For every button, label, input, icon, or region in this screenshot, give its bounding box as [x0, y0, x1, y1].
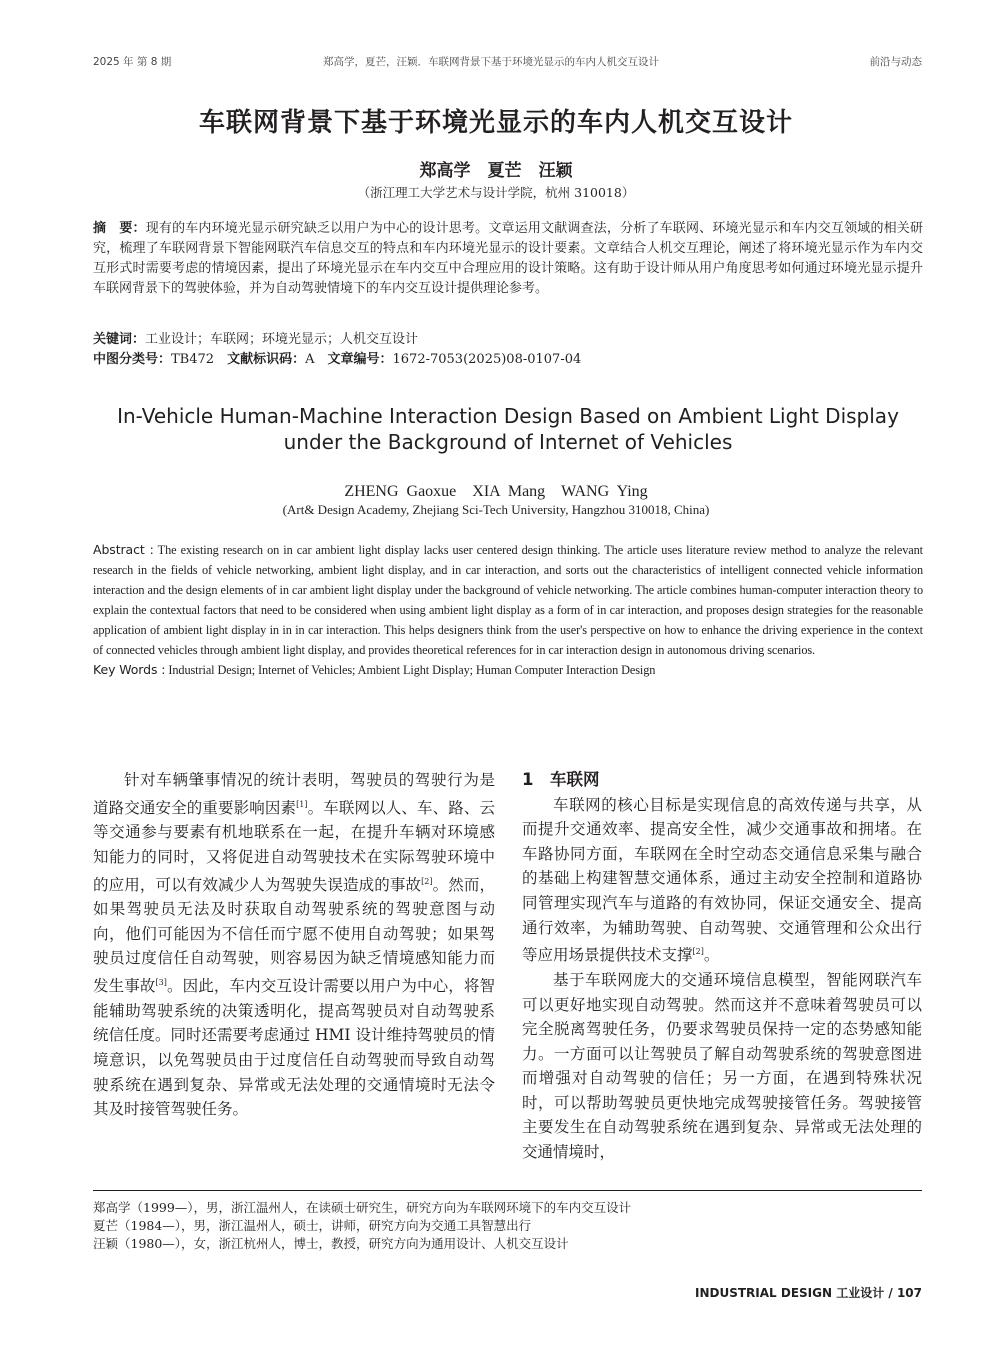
article-no-label: 文章编号： — [327, 352, 393, 367]
page-footer: INDUSTRIAL DESIGN 工业设计 / 107 — [695, 1286, 922, 1300]
body-paragraph — [522, 793, 922, 968]
paper-title-en: In-Vehicle Human-Machine Interaction Design Based on Ambient Light Display under the Background of Internet of Vehicles — [117, 404, 899, 454]
paper-title: 车联网背景下基于环境光显示的车内人机交互设计 — [198, 108, 793, 138]
footnote: 郑高学（1999—），男，浙江温州人，在读硕士研究生，研究方向为车联网环境下的车内交互设计 — [93, 1200, 632, 1215]
citation-ref: [1] — [296, 799, 308, 809]
body-column-right — [522, 768, 922, 1165]
authors: 郑高学 夏芒 汪颖 — [419, 161, 573, 181]
abstract-cn-label: 摘 要： — [93, 221, 146, 236]
text: 。车联网以人、车、路、云等交通参与要素有机地联系在一起，在提升车辆对环境感知能力的同时，又将促进自动驾驶技术在实际驾驶环境中的应用，可以有效减少人为驾驶失误造成的事故 — [93, 798, 495, 894]
clc-label: 中图分类号： — [93, 352, 172, 367]
footnote-divider — [93, 1190, 922, 1191]
abstract-en — [93, 540, 923, 680]
citation-ref: [2] — [692, 947, 704, 957]
abstract-cn-text: 现有的车内环境光显示研究缺乏以用户为中心的设计思考。文章运用文献调查法，分析了车联网、环境光显示和车内交互领域的相关研究，梳理了车联网背景下智能网联汽车信息交互的特点和车内环境光显示的设计要素。文章结合人机交互理论，阐述了将环境光显示作为车内交互形式时需要考虑的情境因素，提出了环境光显示在车内交互中合理应用的设计策略。这有助于设计师从用户角度思考如何通过环境光显示提升车联网背景下的驾驶体验，并为自动驾驶情境下的车内交互设计提供理论参考。 — [93, 221, 923, 296]
citation-ref: [3] — [155, 978, 167, 988]
text: 。然而，如果驾驶员无法及时获取自动驾驶系统的驾驶意图与动向，他们可能因为不信任而宁愿不使用自动驾驶；如果驾驶员过度信任自动驾驶，则容易因为缺乏情境感知能力而发生事故 — [93, 875, 495, 996]
keywords-cn-text: 工业设计；车联网；环境光显示；人机交互设计 — [145, 332, 419, 347]
abstract-en-text: The existing research on in car ambient light display lacks user centered design thinking. The article uses literature review method to analyze the relevant research in the fields of vehicle networking, ambient light display, and in car interaction, and sorts out the characteristics of intelligent connected vehicle information interaction and the design elements of in car ambient light display under the background of vehicle networking. The article combines human-computer interaction theory to explain the contextual factors that need to be considered when using ambient light display as a form of in car interaction, and proposes design strategies for the reasonable application of ambient light display in in in car interaction. This helps designers think from the user's perspective on how to enhance the driving experience in the context of connected vehicles through ambient light display, and provides theoretical references for in car interaction design in autonomous driving scenarios. — [93, 543, 923, 657]
keywords-en-text: Industrial Design; Internet of Vehicles; Ambient Light Display; Human Computer Interaction Design — [168, 663, 656, 677]
affiliation-en: (Art& Design Academy, Zhejiang Sci-Tech University, Hangzhou 310018, China) — [282, 502, 710, 517]
citation-ref: [2] — [421, 876, 433, 886]
text: 车联网的核心目标是实现信息的高效传递与共享，从而提升交通效率、提高安全性，减少交通事故和拥堵。在车路协同方面，车联网在全时空动态交通信息采集与融合的基础上构建智慧交通体系，通过主动安全控制和道路协同管理实现汽车与道路的有效协同，保证交通安全、提高通行效率，为辅助驾驶、自动驾驶、交通管理和公众出行等应用场景提供技术支撑 — [522, 795, 922, 965]
header-issue: 2025 年 第 8 期 — [93, 56, 172, 68]
keywords-en-label: Key Words : — [93, 662, 166, 677]
clc-value: TB472 — [171, 352, 215, 367]
section-heading: 1 车联网 — [522, 770, 600, 789]
author-footnotes — [93, 1199, 631, 1253]
body-paragraph — [93, 768, 495, 1122]
keywords-cn — [93, 330, 581, 370]
affiliation: （浙江理工大学艺术与设计学院，杭州 310018） — [357, 185, 635, 200]
abstract-en-label: Abstract : — [93, 542, 154, 557]
text: 。 — [703, 946, 720, 965]
authors-en: ZHENG Gaoxue XIA Mang WANG Ying — [344, 483, 648, 500]
article-no-value: 1672-7053(2025)08-0107-04 — [392, 352, 582, 367]
footnote: 汪颖（1980—），女，浙江杭州人，博士，教授，研究方向为通用设计、人机交互设计 — [93, 1236, 569, 1251]
text: 。因此，车内交互设计需要以用户为中心，将智能辅助驾驶系统的决策透明化，提高驾驶员对自动驾驶系统信任度。同时还需要考虑通过 HMI 设计维持驾驶员的情境意识，以免驾驶员由于过度信任自动驾驶而导致自动驾驶系统在遇到复杂、异常或无法处理的交通情境时无法令其及时接管驾驶任务。 — [93, 977, 495, 1119]
header-section: 前沿与动态 — [869, 56, 922, 68]
text: 针对车辆肇事情况的统计表明，驾驶员的驾驶行为是道路交通安全的重要影响因素 — [93, 771, 495, 817]
body-paragraph: 基于车联网庞大的交通环境信息模型，智能网联汽车可以更好地实现自动驾驶。然而这并不意味着驾驶员可以完全脱离驾驶任务，仍要求驾驶员保持一定的态势感知能力。一方面可以让驾驶员了解自动驾驶系统的驾驶意图进而增强对自动驾驶的信任；另一方面，在遇到特殊状况时，可以帮助驾驶员更快地完成驾驶接管任务。驾驶接管主要发生在自动驾驶系统在遇到复杂、异常或无法处理的交通情境时， — [522, 970, 922, 1162]
doc-code-label: 文献标识码： — [227, 352, 306, 367]
doc-code-value: A — [305, 352, 315, 367]
header-citation: 郑高学，夏芒，汪颖．车联网背景下基于环境光显示的车内人机交互设计 — [323, 56, 659, 68]
abstract-cn — [93, 219, 923, 299]
keywords-cn-label: 关键词： — [93, 332, 146, 347]
body-column-left — [93, 768, 495, 1122]
footnote: 夏芒（1984—），男，浙江温州人，硕士，讲师，研究方向为交通工具智慧出行 — [93, 1218, 532, 1233]
